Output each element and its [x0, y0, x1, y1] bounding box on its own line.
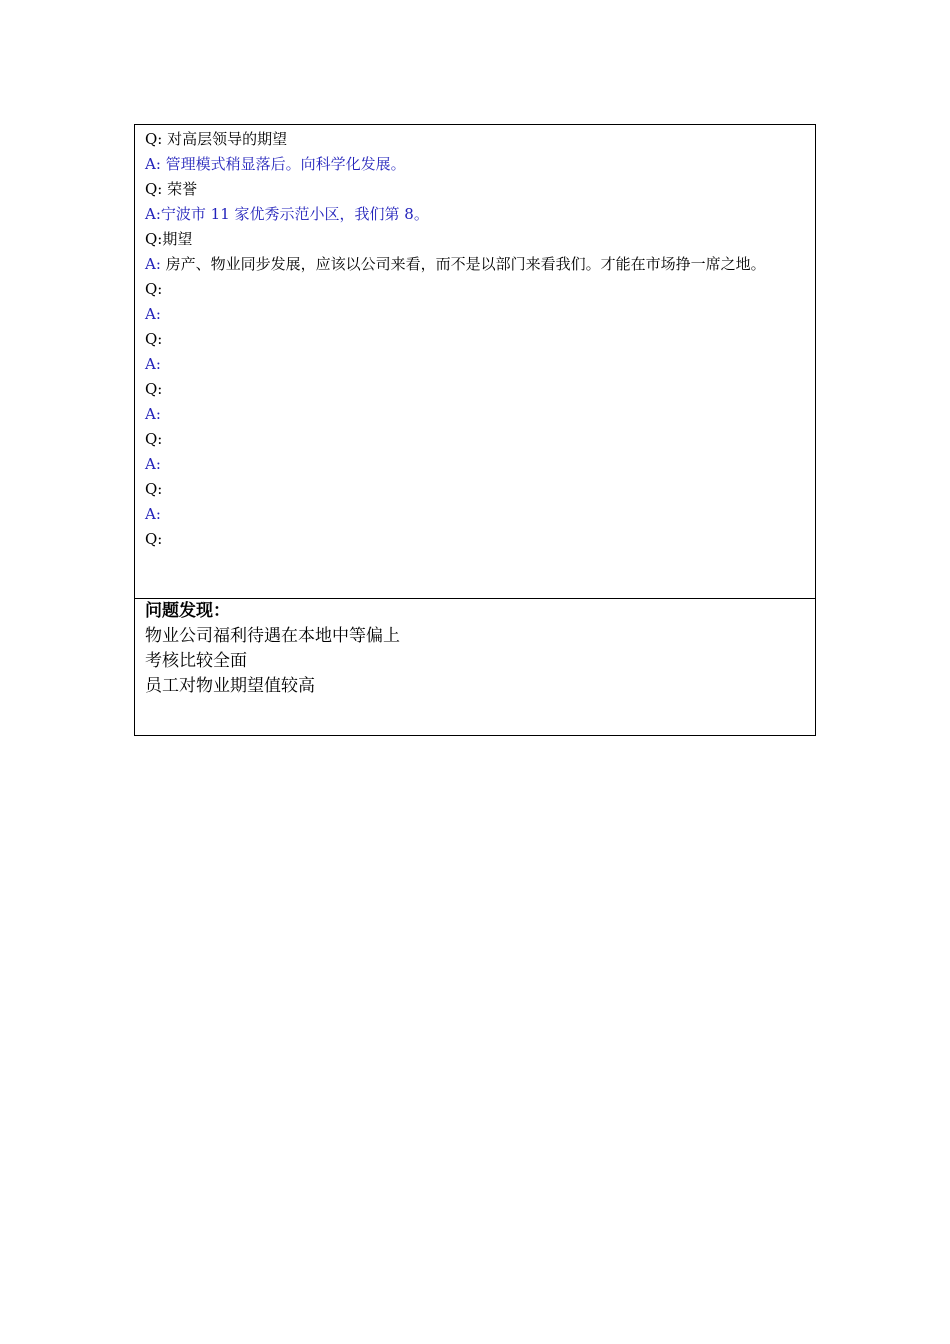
finding-item: 考核比较全面 [145, 651, 247, 671]
finding-item: 物业公司福利待遇在本地中等偏上 [145, 626, 400, 646]
qa-line: A: [145, 355, 161, 373]
findings-title: 问题发现： [145, 601, 230, 621]
qa-line: Q: [145, 430, 163, 448]
qa-line: Q: 对高层领导的期望 [145, 130, 288, 148]
qa-section [135, 125, 815, 599]
qa-line: A: [145, 505, 161, 523]
qa-line: A: [145, 455, 161, 473]
qa-line: Q: [145, 530, 163, 548]
qa-line [145, 252, 805, 277]
findings-section [135, 599, 815, 735]
qa-line: Q:期望 [145, 230, 193, 248]
qa-line: Q: [145, 380, 163, 398]
finding-item: 员工对物业期望值较高 [145, 676, 315, 696]
qa-line: Q: [145, 480, 163, 498]
qa-line: Q: 荣誉 [145, 180, 198, 198]
qa-line: A: 管理模式稍显落后。向科学化发展。 [145, 155, 406, 173]
qa-line: A: [145, 305, 161, 323]
qa-line: Q: [145, 330, 163, 348]
qa-line: Q: [145, 280, 163, 298]
qa-line: A:宁波市 11 家优秀示范小区，我们第 8。 [145, 205, 429, 223]
interview-table [134, 124, 816, 736]
answer-prefix: A: [145, 255, 161, 273]
qa-line: A: [145, 405, 161, 423]
answer-body: 房产、物业同步发展，应该以公司来看，而不是以部门来看我们。才能在市场挣一席之地。 [160, 255, 766, 273]
